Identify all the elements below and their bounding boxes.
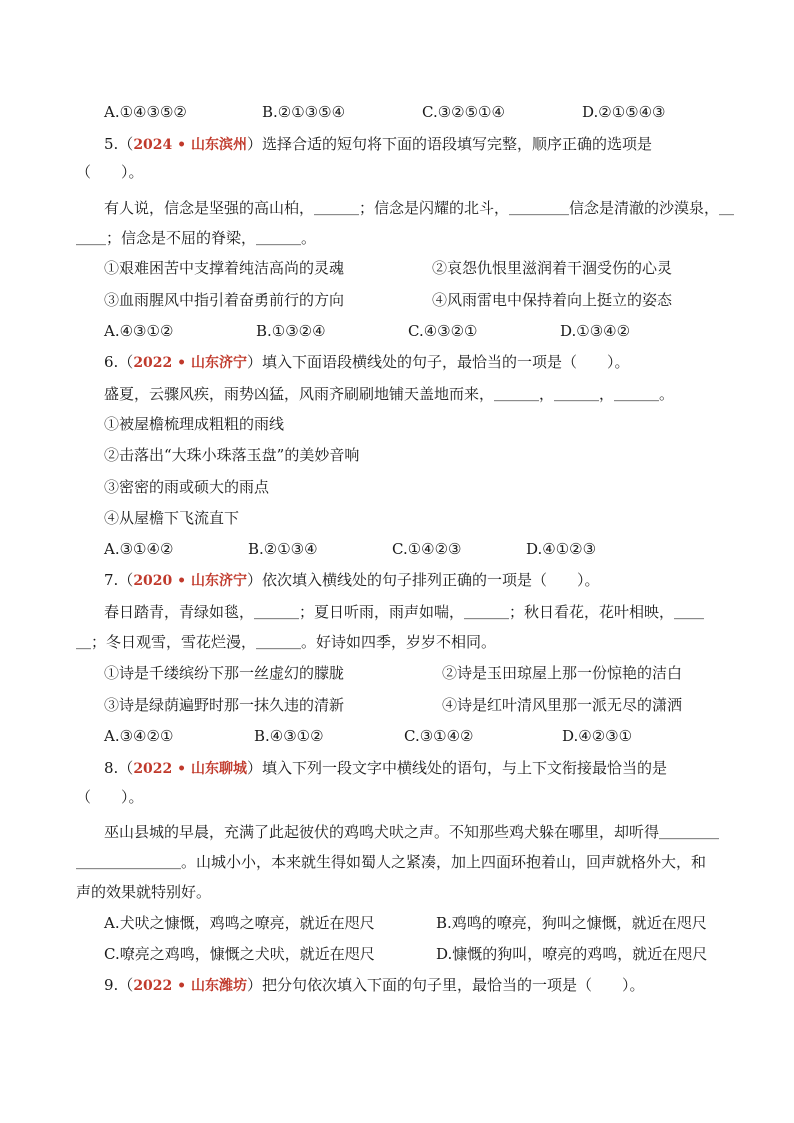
q9-source: 2022 • 山东潍坊: [133, 978, 247, 994]
q7-item-4: ④诗是红叶清风里那一派无尽的潇洒: [442, 696, 683, 714]
q5-item-4: ④风雨雷电中保持着向上挺立的姿态: [432, 291, 673, 309]
q5-source: 2024 • 山东滨州: [133, 137, 247, 153]
q5-stem-text: ）选择合适的短句将下面的语段填写完整，顺序正确的选项是: [246, 135, 652, 153]
q4-option-a[interactable]: A.①④③⑤②: [104, 103, 187, 121]
q8-passage-line3: 声的效果就特别好。: [76, 883, 212, 901]
q6-item-1: ①被屋檐梳理成粗粗的雨线: [104, 415, 285, 433]
q4-option-b[interactable]: B.②①③⑤④: [262, 103, 346, 121]
q6-option-d[interactable]: D.④①②③: [526, 540, 597, 558]
q5-option-c[interactable]: C.④③②①: [408, 322, 478, 340]
q7-option-c[interactable]: C.③①④②: [404, 727, 474, 745]
q7-option-b[interactable]: B.④③①②: [254, 727, 324, 745]
q6-item-2: ②击落出“大珠小珠落玉盘”的美妙音响: [104, 446, 360, 464]
q5-item-1: ①艰难困苦中支撑着纯洁高尚的灵魂: [104, 259, 345, 277]
q5-passage-line2: ＿＿；信念是不屈的脊梁，＿＿＿。: [76, 229, 317, 247]
q7-passage-line1: 春日踏青，青绿如毯，＿＿＿；夏日听雨，雨声如喘，＿＿＿；秋日看花，花叶相映，＿＿: [104, 603, 705, 621]
q7-passage-line2: ＿；冬日观雪，雪花烂漫，＿＿＿。好诗如四季，岁岁不相同。: [76, 633, 497, 651]
q6-option-b[interactable]: B.②①③④: [248, 540, 318, 558]
q6-passage: 盛夏，云骤风疾，雨势凶猛，风雨齐刷刷地铺天盖地而来，＿＿＿，＿＿＿，＿＿＿。: [104, 385, 675, 403]
q8-stem-cont: （ ）。: [76, 788, 144, 806]
q8-option-d[interactable]: D.慷慨的狗叫，嘹亮的鸡鸣，就近在咫尺: [436, 945, 708, 963]
q6-option-c[interactable]: C.①④②③: [392, 540, 462, 558]
q6-stem: [104, 352, 630, 373]
q8-passage-line1: 巫山县城的早晨，充满了此起彼伏的鸡鸣犬吠之声。不知那些鸡犬躲在哪里，却听得＿＿＿＿: [104, 823, 720, 841]
q6-option-a[interactable]: A.③①④②: [104, 540, 174, 558]
q8-stem: [104, 758, 667, 779]
q8-stem-text: ）填入下列一段文字中横线处的语句，与上下文衔接最恰当的是: [246, 759, 667, 777]
q7-item-1: ①诗是千缕缤纷下那一丝虚幻的朦胧: [104, 664, 345, 682]
q4-option-c[interactable]: C.③②⑤①④: [422, 103, 505, 121]
q6-item-4: ④从屋檐下飞流直下: [104, 509, 240, 527]
q7-option-a[interactable]: A.③④②①: [104, 727, 174, 745]
q7-number: 7.（: [104, 571, 134, 589]
q7-stem: [104, 570, 600, 591]
q6-item-3: ③密密的雨或硕大的雨点: [104, 478, 270, 496]
q6-number: 6.（: [104, 353, 134, 371]
q8-option-c[interactable]: C.嘹亮之鸡鸣，慷慨之犬吠，就近在咫尺: [104, 945, 375, 963]
q7-item-2: ②诗是玉田琼屋上那一份惊艳的洁白: [442, 664, 683, 682]
q7-stem-text: ）依次填入横线处的句子排列正确的一项是（ ）。: [246, 571, 600, 589]
q5-item-2: ②哀怨仇恨里滋润着干涸受伤的心灵: [432, 259, 673, 277]
q8-passage-line2: ＿＿＿＿＿＿＿。山城小小，本来就生得如蜀人之紧凑，加上四面环抱着山，回声就格外大，和: [76, 853, 707, 871]
q9-number: 9.（: [104, 976, 134, 994]
q7-option-d[interactable]: D.④②③①: [562, 727, 633, 745]
q5-number: 5.（: [104, 135, 134, 153]
q4-option-d[interactable]: D.②①⑤④③: [582, 103, 666, 121]
q9-stem: [104, 975, 645, 996]
q5-option-d[interactable]: D.①③④②: [560, 322, 631, 340]
q5-option-a[interactable]: A.④③①②: [104, 322, 174, 340]
q8-option-a[interactable]: A.犬吠之慷慨，鸡鸣之嘹亮，就近在咫尺: [104, 914, 375, 932]
q9-stem-text: ）把分句依次填入下面的句子里，最恰当的一项是（ ）。: [246, 976, 645, 994]
q8-source: 2022 • 山东聊城: [133, 761, 247, 777]
q5-stem-cont: （ ）。: [76, 163, 144, 181]
q8-option-b[interactable]: B.鸡鸣的嘹亮，狗叫之慷慨，就近在咫尺: [436, 914, 707, 932]
q7-item-3: ③诗是绿荫遍野时那一抹久违的清新: [104, 696, 345, 714]
q5-stem: [104, 134, 652, 155]
q7-source: 2020 • 山东济宁: [133, 573, 247, 589]
q5-option-b[interactable]: B.①③②④: [256, 322, 326, 340]
q5-passage-line1: 有人说，信念是坚强的高山柏，＿＿＿；信念是闪耀的北斗，＿＿＿＿信念是清澈的沙漠泉，＿: [104, 199, 735, 217]
q5-item-3: ③血雨腥风中指引着奋勇前行的方向: [104, 291, 345, 309]
q6-stem-text: ）填入下面语段横线处的句子，最恰当的一项是（ ）。: [246, 353, 630, 371]
q8-number: 8.（: [104, 759, 134, 777]
q6-source: 2022 • 山东济宁: [133, 355, 247, 371]
